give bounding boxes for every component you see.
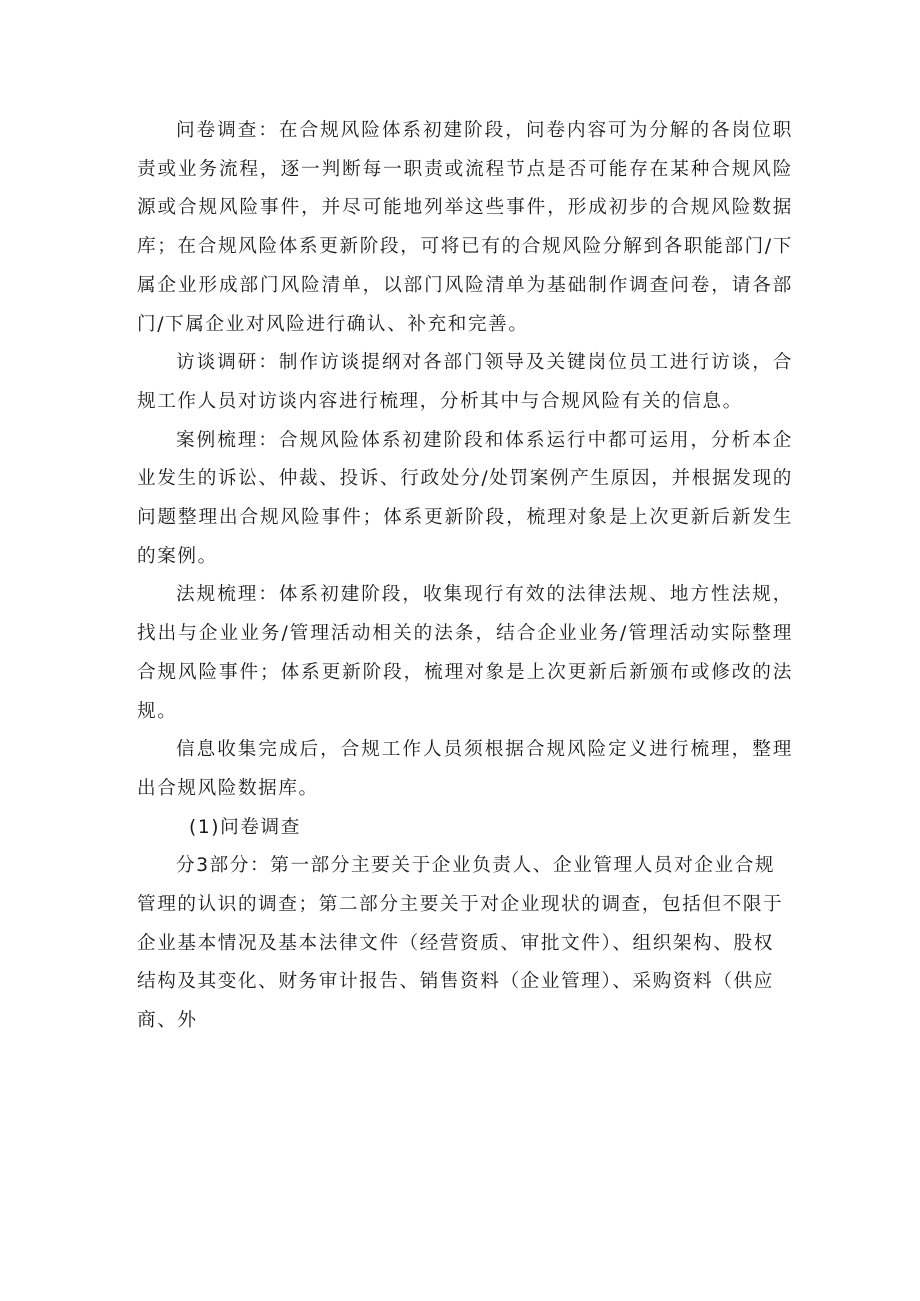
paragraph-interview: 访谈调研：制作访谈提纲对各部门领导及关键岗位员工进行访谈，合规工作人员对访谈内容进行梳理，分析其中与合规风险有关的信息。 <box>137 352 793 412</box>
section-heading: (1)问卷调查 <box>189 816 301 838</box>
paragraph-regulation-review: 法规梳理：体系初建阶段，收集现行有效的法律法规、地方性法规，找出与企业业务/管理活动相关的法条，结合企业业务/管理活动实际整理合规风险事件；体系更新阶段，梳理对象是上次更新后新颁布或修改的法规。 <box>137 584 793 722</box>
paragraph-three-parts: 分3部分：第一部分主要关于企业负责人、企业管理人员对企业合规管理的认识的调查；第二部分主要关于对企业现状的调查，包括但不限于企业基本情况及基本法律文件（经营资质、审批文件）、组织架构、股权结构及其变化、财务审计报告、销售资料（企业管理）、采购资料（供应商、外 <box>137 855 784 1032</box>
paragraph-case-review: 案例梳理：合规风险体系初建阶段和体系运行中都可运用，分析本企业发生的诉讼、仲裁、投诉、行政处分/处罚案例产生原因，并根据发现的问题整理出合规风险事件；体系更新阶段，梳理对象是上次更新后新发生的案例。 <box>137 429 793 567</box>
document-body <box>137 112 793 1041</box>
paragraph-questionnaire: 问卷调查：在合规风险体系初建阶段，问卷内容可为分解的各岗位职责或业务流程，逐一判断每一职责或流程节点是否可能存在某种合规风险源或合规风险事件，并尽可能地列举这些事件，形成初步的合规风险数据库；在合规风险体系更新阶段，可将已有的合规风险分解到各职能部门/下属企业形成部门风险清单，以部门风险清单为基础制作调查问卷，请各部门/下属企业对风险进行确认、补充和完善。 <box>137 120 793 335</box>
paragraph-info-collection: 信息收集完成后，合规工作人员须根据合规风险定义进行梳理，整理出合规风险数据库。 <box>137 739 793 799</box>
